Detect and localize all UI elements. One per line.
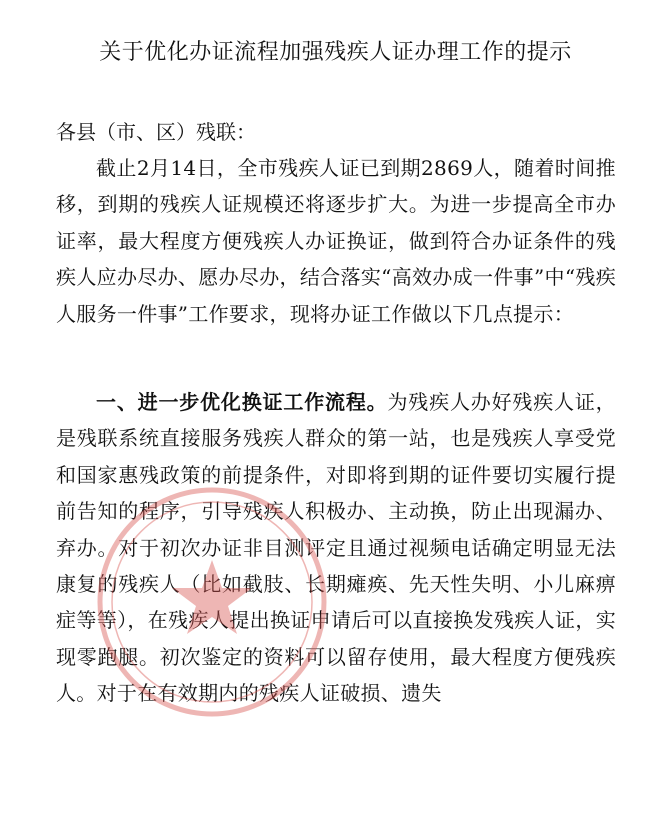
paragraph-section-1: [56, 384, 616, 712]
document-title: 关于优化办证流程加强残疾人证办理工作的提示: [99, 40, 572, 65]
paragraph-intro: 截止2月14日，全市残疾人证已到期2869人，随着时间推移，到期的残疾人证规模还将逐步扩大。为进一步提高全市办证率，最大程度方便残疾人办证换证，做到符合办证条件的残疾人应办尽办、愿办尽办，结合落实“高效办成一件事”中“残疾人服务一件事”工作要求，现将办证工作做以下几点提示：: [56, 156, 616, 326]
section-1-body: 为残疾人办好残疾人证，是残联系统直接服务残疾人群众的第一站，也是残疾人享受党和国家惠残政策的前提条件，对即将到期的证件要切实履行提前告知的程序，引导残疾人积极办、主动换，防止出现漏办、弃办。对于初次办证非目测评定且通过视频电话确定明显无法康复的残疾人（比如截肢、长期瘫痪、先天性失明、小儿麻痹症等等），在残疾人提出换证申请后可以直接换发残疾人证，实现零跑腿。初次鉴定的资料可以留存使用，最大程度方便残疾人。对于在有效期内的残疾人证破损、遗失: [56, 390, 616, 706]
section-1-heading: 一、进一步优化换证工作流程。: [96, 390, 388, 414]
salutation: 各县（市、区）残联：: [56, 120, 256, 144]
